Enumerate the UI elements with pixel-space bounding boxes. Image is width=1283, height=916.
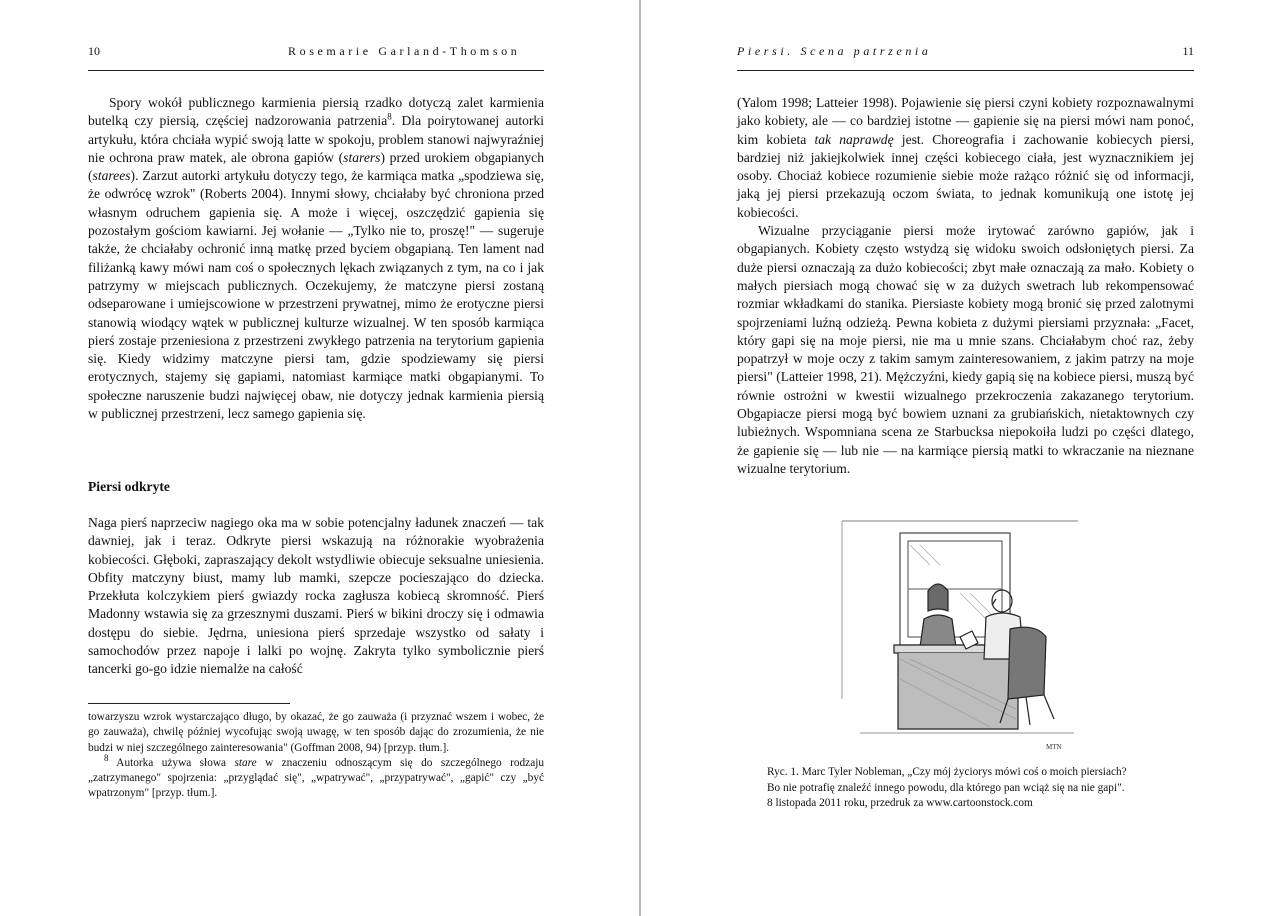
main-text-section xyxy=(88,514,544,679)
caption-line: Bo nie potrafię znaleźć innego powodu, dla którego pan wciąż się na nie gapi". xyxy=(767,781,1125,794)
running-head: Piersi. Scena patrzenia xyxy=(737,44,932,58)
italic-term: tak naprawdę xyxy=(814,131,894,147)
text-run: (Yalom 1998; Latteier 1998). Pojawienie się piersi czyni kobiety rozpoznawalnymi jako kobiety, ale — co bardziej istotne — gapienie się na piersi mówi nam ponoć, kim kobieta xyxy=(737,95,1194,147)
text-run: Spory wokół publicznego karmienia piersią rzadko dotyczą zalet karmienia butelką czy piersią, częściej nadzorowania patrzenia xyxy=(88,95,544,129)
cartoon-signature: MTN xyxy=(1046,743,1062,751)
right-page xyxy=(737,0,1194,916)
footnote xyxy=(88,753,544,802)
paragraph xyxy=(737,94,1194,222)
main-text xyxy=(737,94,1194,478)
italic-term: stare xyxy=(234,756,257,769)
left-page-header xyxy=(88,44,544,62)
section-heading: Piersi odkryte xyxy=(88,479,170,494)
cartoon-illustration xyxy=(840,519,1080,753)
text-run: Autorka używa słowa xyxy=(108,756,235,769)
paragraph: Naga pierś naprzeciw nagiego oka ma w sobie potencjalny ładunek znaczeń — tak dawniej, jak i teraz. Odkryte piersi wskazują na różnorakie wyobrażenia kobiecości. Głęboki, zapraszający dekolt wstydliwie obiecuje seksualne uniesienia. Obfity matczyny biust, mamy lub mamki, szepcze pocieszająco do dziecka. Przekłuta kolczykiem pierś gwiazdy rocka zagłusza kobiecą skromność. Pierś Madonny wstawia się za grzesznymi duszami. Pierś w bikini droczy się i odmawia dostępu do siebie. Jędrna, uniesiona pierś sprzedaje wszystko od sałaty i samochodów przez napoje i lalki po wojnę. Zakryta tylko symbolicznie pierś tancerki go-go idzie niemalże na całość xyxy=(88,515,544,677)
footnote-rule xyxy=(88,703,290,704)
main-text xyxy=(88,94,544,423)
book-gutter xyxy=(639,0,641,916)
running-head: Rosemarie Garland-Thomson xyxy=(288,44,521,58)
text-run: w znaczeniu odnoszącym się do szczególnego rodzaju „zatrzymanego" spojrzenia: „przyglądać się", „wpatrywać", „przypatrywać", „gapić" czy „być wpatrzonym" [przyp. tłum.]. xyxy=(88,756,544,800)
page-number: 10 xyxy=(88,44,100,58)
italic-term: starers xyxy=(343,149,381,165)
left-page xyxy=(88,0,544,916)
text-run: ) przed urokiem obgapianych ( xyxy=(88,149,544,184)
paragraph: Wizualne przyciąganie piersi może irytować zarówno gapiów, jak i obgapianych. Kobiety często wstydzą się widoku swoich odsłoniętych piersi. Za duże piersi oznaczają za dużo kobiecości; zbyt małe oznaczają za mało. Kobiety o małych piersiach mogą chować się w za dużych swetrach lub rekompensować rozmiar wkładkami do stanika. Piersiaste kobiety mogą bronić się przed zalotnymi spojrzeniami luźną odzieżą. Pewna kobieta z dużymi piersiami przyznała: „Facet, który gapi się na moje piersi, nie ma u mnie szans. Chciałabym choć raz, żeby popatrzył w moje oczy z takim samym zainteresowaniem, z jakim patrzy na moje piersi" (Latteier 1998, 21). Mężczyźni, kiedy gapią się na kobiece piersi, muszą być równie ostrożni w kwestii wizualnego przekroczenia zakazanego terytorium. Obgapiacze piersi mogą być bowiem uznani za grubiańskich, nietaktownych czy lubieżnych. Wspomniana scena ze Starbucksa niepokoiła ludzi po części dlatego, że gapienie się — lub nie — na karmiące piersią matki to wkraczanie na nieznane wizualne terytorium. xyxy=(737,223,1194,476)
text-run: jest. Choreografia i zachowanie kobiecych piersi, bardziej niż jakiejkolwiek innej części kobiecego ciała, jest wyznacznikiem jej osoby. Chociaż kobiece rozumienie siebie może rażąco różnić się od informacji, jaką jej piersi przekazują oczom świata, to jednak komunikują one istotę jej kobiecości. xyxy=(737,131,1194,220)
header-rule xyxy=(88,70,544,71)
footnote-continuation: towarzyszu wzrok wystarczająco długo, by okazać, że go zauważa (i przyznać wszem i wobec, że go zauważa), chwilę później wycofując swoją uwagę, w ten sposób dając do zrozumienia, że nie budzi w niej szczególnego zainteresowania" (Goffman 2008, 94) [przyp. tłum.]. xyxy=(88,711,544,754)
right-page-header xyxy=(737,44,1194,62)
footnote-number: 8 xyxy=(104,753,109,764)
caption-line: 8 listopada 2011 roku, przedruk za www.cartoonstock.com xyxy=(767,797,1033,810)
text-run: ). Zarzut autorki artykułu dotyczy tego, że karmiąca matka „spodziewa się, że odwrócę wzrok" (Roberts 2004). Innymi słowy, chciałaby być chroniona przed własnym odruchem gapienia się. A może i więcej, oszczędzić gapienia się pozostałym gościom kawiarni. Jej wołanie — „Tylko nie to, proszę!" — sugeruje także, że chciałaby ochronić inną matkę przed byciem obgapianą. Ten lament nad filiżanką kawy mówi nam coś o społecznych lękach związanych z tym, na co i jak patrzymy w miejscach publicznych. Oczekujemy, że matczyne piersi zostaną odseparowane i umiejscowione w przestrzeni prywatnej, mimo że erotyczne piersi stanowią wiodący wątek w publicznej kulturze wizualnej. W ten sposób karmiąca pierś zostaje przeniesiona z przestrzeni zwykłego patrzenia na terytorium gapienia się. Kiedy widzimy matczyne piersi tam, gdzie spodziewamy się piersi erotycznych, stajemy się gapiami, natomiast karmiące matki obgapianymi. To społeczne naruszenie budzi najwięcej obaw, nie dotyczy jednak karmienia piersią w publicznej przestrzeni, lecz samego gapienia się. xyxy=(88,168,544,422)
italic-term: starees xyxy=(92,168,131,184)
text-run: . Dla poirytowanej autorki artykułu, która chciała wypić swoją latte w spokoju, problem stanowi najwyraźniej nie ochrona praw matek, ale obrona gapiów ( xyxy=(88,113,545,165)
paragraph xyxy=(88,94,544,423)
footnotes xyxy=(88,710,544,802)
header-rule xyxy=(737,70,1194,71)
page-number: 11 xyxy=(1182,44,1194,58)
caption-line: Ryc. 1. Marc Tyler Nobleman, „Czy mój życiorys mówi coś o moich piersiach? xyxy=(767,766,1127,778)
figure-caption xyxy=(767,765,1187,812)
footnote-marker: 8 xyxy=(387,111,392,122)
